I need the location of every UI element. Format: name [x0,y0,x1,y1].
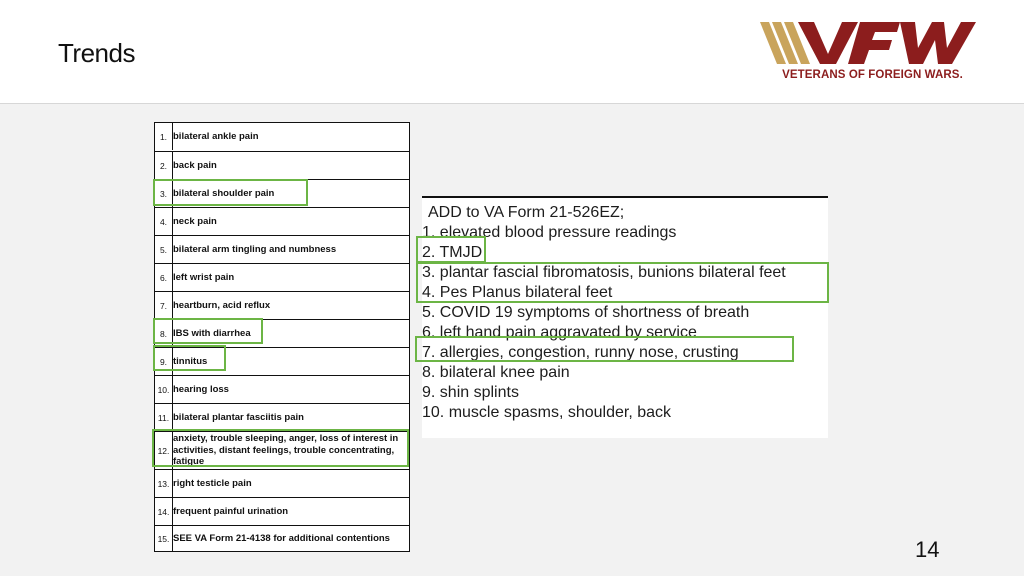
row-text: tinnitus [173,355,208,367]
form-item: 1. elevated blood pressure readings [422,224,677,241]
row-number: 4. [155,208,173,235]
highlight-box [152,429,409,467]
form-item: 6. left hand pain aggravated by service [422,324,697,341]
form-item: 3. plantar fascial fibromatosis, bunions bilateral feet [422,264,786,281]
highlight-box [153,179,308,206]
row-number: 6. [155,264,173,291]
va-form-panel [422,196,828,438]
row-number: 15. [155,526,173,552]
row-text: hearing loss [173,383,229,395]
highlight-box [153,318,263,344]
row-text: right testicle pain [173,477,252,489]
row-number: 5. [155,236,173,263]
row-text: bilateral plantar fasciitis pain [173,411,304,423]
form-item: 10. muscle spasms, shoulder, back [422,404,672,421]
row-number: 3. [155,180,173,207]
header-band [0,0,1024,104]
row-text: anxiety, trouble sleeping, anger, loss of interest in activities, distant feelings, trouble concentrating, fatigue [173,433,399,468]
row-number: 12. [155,432,173,469]
vfw-logo-mark [760,20,985,66]
row-number: 11. [155,404,173,431]
highlight-box [415,336,794,362]
row-text: frequent painful urination [173,505,289,517]
form-item: 4. Pes Planus bilateral feet [422,284,613,301]
table-row [155,375,409,403]
form-heading: ADD to VA Form 21-526EZ; [428,204,625,221]
highlight-box [416,262,829,303]
row-text: neck pain [173,215,217,227]
page-number: 14 [915,537,940,562]
form-item: 2. TMJD [422,244,483,261]
row-text: left wrist pain [173,271,235,283]
row-number: 2. [155,152,173,179]
row-number: 1. [155,123,173,150]
highlight-box [416,236,486,263]
row-number: 14. [155,498,173,525]
highlight-box [153,345,226,371]
row-number: 9. [155,348,173,375]
form-item: 7. allergies, congestion, runny nose, crusting [422,344,739,361]
table-row [155,403,409,431]
row-text: heartburn, acid reflux [173,299,271,311]
table-row [155,207,409,235]
row-text: IBS with diarrhea [173,327,251,339]
table-row [155,235,409,263]
form-item: 8. bilateral knee pain [422,364,570,381]
row-number: 10. [155,376,173,403]
table-row [155,123,409,150]
table-row [155,151,409,179]
row-text: bilateral ankle pain [173,130,259,142]
row-text: back pain [173,159,217,171]
row-text: SEE VA Form 21-4138 for additional contentions [173,533,390,545]
row-number: 13. [155,470,173,497]
form-item: 9. shin splints [422,384,519,401]
row-number: 7. [155,292,173,319]
form-item: 5. COVID 19 symptoms of shortness of breath [422,304,750,321]
vfw-logo [760,20,985,84]
table-row [155,291,409,319]
logo-subtitle: VETERANS OF FOREIGN WARS. [782,69,963,81]
row-text: bilateral shoulder pain [173,187,275,199]
row-text: bilateral arm tingling and numbness [173,243,337,255]
table-row [155,469,409,497]
table-row [155,525,409,552]
row-number: 8. [155,320,173,347]
table-row [155,263,409,291]
slide-title: Trends [58,38,135,68]
table-row [155,497,409,525]
